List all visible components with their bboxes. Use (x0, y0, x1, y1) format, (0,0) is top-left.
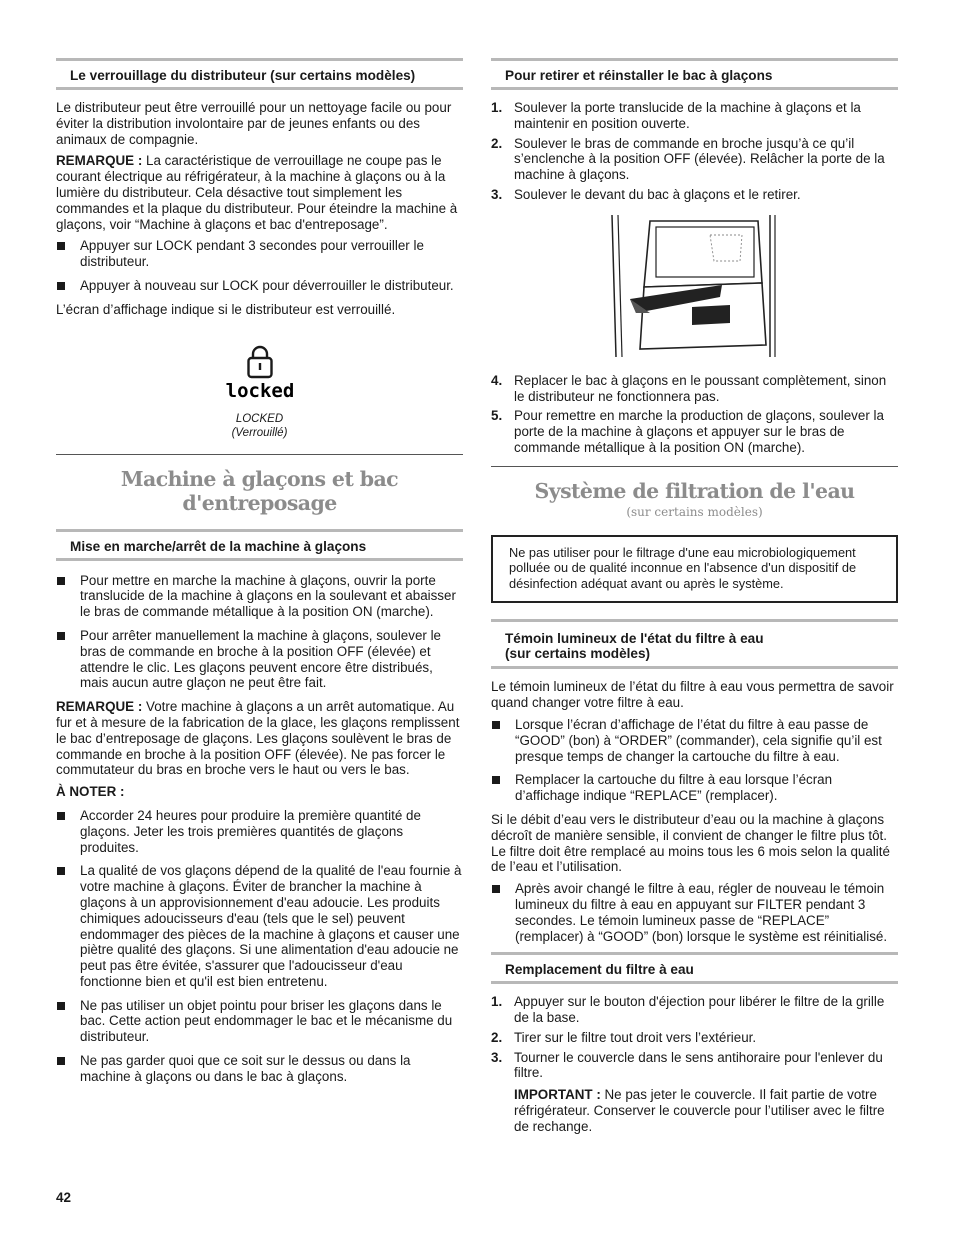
list-item: Ne pas garder quoi que ce soit sur le dessus ou dans la machine à glaçons ou dans le bac à glaçons. (56, 1053, 463, 1085)
list-item: La qualité de vos glaçons dépend de la qualité de l'eau fournie à votre machine à glaçons. Éviter de brancher la machine à glaçons à un approvisionnement d'eau adoucie. Les produits chimiques adoucisseurs d'eau (tels que le sel) peuvent endommager des pièces de la machine à glaçons et causer une piètre qualité des glaçons. Si une alimentation d'eau adoucie ne peut pas être évitée, s'assurer que l'adoucisseur d'eau fonctionne bien et qu'il est bien entretenu. (56, 863, 463, 989)
remark-2-label: REMARQUE : (56, 699, 143, 715)
right-column (491, 58, 898, 1141)
onoff-bullets (56, 573, 463, 692)
remark-2 (56, 699, 463, 778)
bin-steps-a (491, 100, 898, 203)
remark-1-label: REMARQUE : (56, 153, 143, 169)
note-label: À NOTER : (56, 784, 125, 800)
step-text: Tirer sur le filtre tout droit vers l’extérieur. (514, 1029, 757, 1045)
list-item: Lorsque l’écran d’affichage de l’état du filtre à eau passe de “GOOD” (bon) à “ORDER” (commander), cela signifie qu’il est presque temps de changer la cartouche du filtre à eau. (491, 717, 898, 764)
step-number: 3. (491, 186, 503, 202)
lock-intro: Le distributeur peut être verrouillé pour un nettoyage facile ou pour éviter la distribution involontaire par de jeunes enfants ou des animaux de compagnie. (56, 100, 452, 147)
list-item: Pour mettre en marche la machine à glaçons, ouvrir la porte translucide de la machine à glaçons en la soulevant et abaisser le bras de commande métallique à la position ON (marche). (56, 573, 463, 620)
step-number: 3. (491, 1049, 503, 1065)
ice-maker-section-title: Machine à glaçons et bac d'entreposage (56, 454, 463, 525)
indicator-bullets-2 (491, 881, 898, 944)
indicator-intro: Le témoin lumineux de l’état du filtre à eau vous permettra de savoir quand changer votre filtre à eau. (491, 679, 894, 711)
list-item (491, 1050, 898, 1082)
bin-heading: Pour retirer et réinstaller le bac à glaçons (491, 58, 898, 90)
list-item: Appuyer sur LOCK pendant 3 secondes pour verrouiller le distributeur. (56, 238, 463, 270)
list-item: Accorder 24 heures pour produire la première quantité de glaçons. Jeter les trois premières quantités de glaçons produites. (56, 808, 463, 855)
list-item (491, 373, 898, 405)
list-item (491, 187, 898, 203)
lock-display-text: L’écran d’affichage indique si le distributeur est verrouillé. (56, 301, 396, 317)
lock-caption-2: (Verrouillé) (231, 426, 288, 439)
step-text: Soulever le bras de commande en broche jusqu’à ce qu’il s’enclenche à la position OFF (élevée). Relâcher la porte de la machine à glaçons. (514, 135, 885, 183)
list-item: Pour arrêter manuellement la machine à glaçons, soulever le bras de commande en broche à la position OFF (élevée) et attendre le clic. Les glaçons peuvent encore être distribués, mais aucun autre glaçon ne peut être fait. (56, 628, 463, 691)
indicator-heading (491, 619, 898, 669)
step-text: Soulever le devant du bac à glaçons et le retirer. (514, 186, 801, 202)
indicator-bullets (491, 717, 898, 804)
locked-icon-text: locked (225, 379, 294, 402)
bin-steps-b (491, 373, 898, 456)
onoff-heading: Mise en marche/arrêt de la machine à glaçons (56, 529, 463, 561)
step-text: Tourner le couvercle dans le sens antihoraire pour l'enlever du filtre. (514, 1049, 883, 1081)
list-item (491, 408, 898, 455)
page-number: 42 (56, 1190, 72, 1205)
list-item (491, 994, 898, 1026)
filter-section-title: Système de filtration de l'eau (491, 466, 898, 505)
list-item: Remplacer la cartouche du filtre à eau lorsque l’écran d’affichage indique “REPLACE” (remplacer). (491, 772, 898, 804)
lock-heading: Le verrouillage du distributeur (sur certains modèles) (56, 58, 463, 90)
step-text: Replacer le bac à glaçons en le poussant complètement, sinon le distributeur ne fonctionnera pas. (514, 372, 887, 404)
lock-caption-1: LOCKED (235, 412, 284, 425)
remark-1-text: La caractéristique de verrouillage ne coupe pas le courant électrique au réfrigérateur, à la machine à glaçons ou à la lumière du distributeur. Cela désactive tout simplement les commandes et la plaque du distributeur. Pour éteindre la machine à glaçons, voir “Machine à glaçons et bac d'entreposage”. (56, 153, 458, 232)
ice-bin-illustration (491, 213, 898, 359)
remark-1 (56, 153, 463, 232)
locked-figure (56, 344, 463, 440)
list-item (491, 136, 898, 183)
lock-bullets (56, 238, 463, 293)
list-item: Après avoir changé le filtre à eau, régler de nouveau le témoin lumineux du filtre à eau en appuyant sur FILTER pendant 3 secondes. Le témoin lumineux passe de “REPLACE” (remplacer) à “GOOD” (bon) lorsque le système est réinitialisé. (491, 881, 898, 944)
step-text: Soulever la porte translucide de la machine à glaçons et la maintenir en position ouverte. (514, 100, 861, 131)
step-number: 2. (491, 135, 503, 151)
list-item (491, 100, 898, 132)
list-item: Ne pas utiliser un objet pointu pour briser les glaçons dans le bac. Cette action peut endommager le bac et le mécanisme du distributeur. (56, 998, 463, 1045)
replace-steps (491, 994, 898, 1081)
ice-bin-diagram (610, 213, 780, 359)
left-column (56, 58, 463, 1093)
indicator-heading-line-2: (sur certains modèles) (505, 646, 651, 662)
filter-section-subtitle: (sur certains modèles) (626, 504, 763, 519)
warning-box: Ne pas utiliser pour le filtrage d'une eau microbiologiquement polluée ou de qualité inconnue en l'absence d'un dispositif de désinfection adéquat avant ou après le système. (491, 535, 898, 604)
step-text: Pour remettre en marche la production de glaçons, soulever la porte de la machine à glaçons et appuyer sur le bras de commande métallique à la position ON (marche). (514, 408, 884, 455)
replace-heading: Remplacement du filtre à eau (491, 952, 898, 984)
remark-2-text: Votre machine à glaçons a un arrêt automatique. Au fur et à mesure de la fabrication de la glace, les glaçons remplissent le bac d’entreposage de glaçons. Les glaçons soulèvent le bras de commande en broche à la position OFF (élevée). Ne pas forcer le commutateur du bras en broche vers le haut ou vers le bas. (56, 699, 460, 778)
step-number: 5. (491, 408, 503, 424)
step-text: Appuyer sur le bouton d'éjection pour libérer le filtre de la grille de la base. (514, 994, 885, 1026)
list-item (491, 1030, 898, 1046)
step-number: 2. (491, 1029, 503, 1045)
step-number: 1. (491, 994, 503, 1010)
step-number: 1. (491, 100, 503, 115)
important-note (491, 1087, 898, 1134)
important-label: IMPORTANT : (514, 1087, 601, 1103)
important-text: Ne pas jeter le couvercle. Il fait partie de votre réfrigérateur. Conserver le couvercle pour l’utiliser avec le filtre de rechange. (514, 1087, 885, 1134)
list-item: Appuyer à nouveau sur LOCK pour déverrouiller le distributeur. (56, 278, 463, 294)
padlock-icon (225, 344, 295, 406)
indicator-paragraph: Si le débit d’eau vers le distributeur d’eau ou la machine à glaçons décroît de manière sensible, il convient de changer le filtre plus tôt. Le filtre doit être remplacé au moins tous les 6 mois selon la qualité de l’eau et l’utilisation. (491, 811, 890, 875)
step-number: 4. (491, 372, 503, 388)
indicator-heading-line-1: Témoin lumineux de l'état du filtre à eau (505, 631, 764, 647)
note-bullets (56, 808, 463, 1085)
